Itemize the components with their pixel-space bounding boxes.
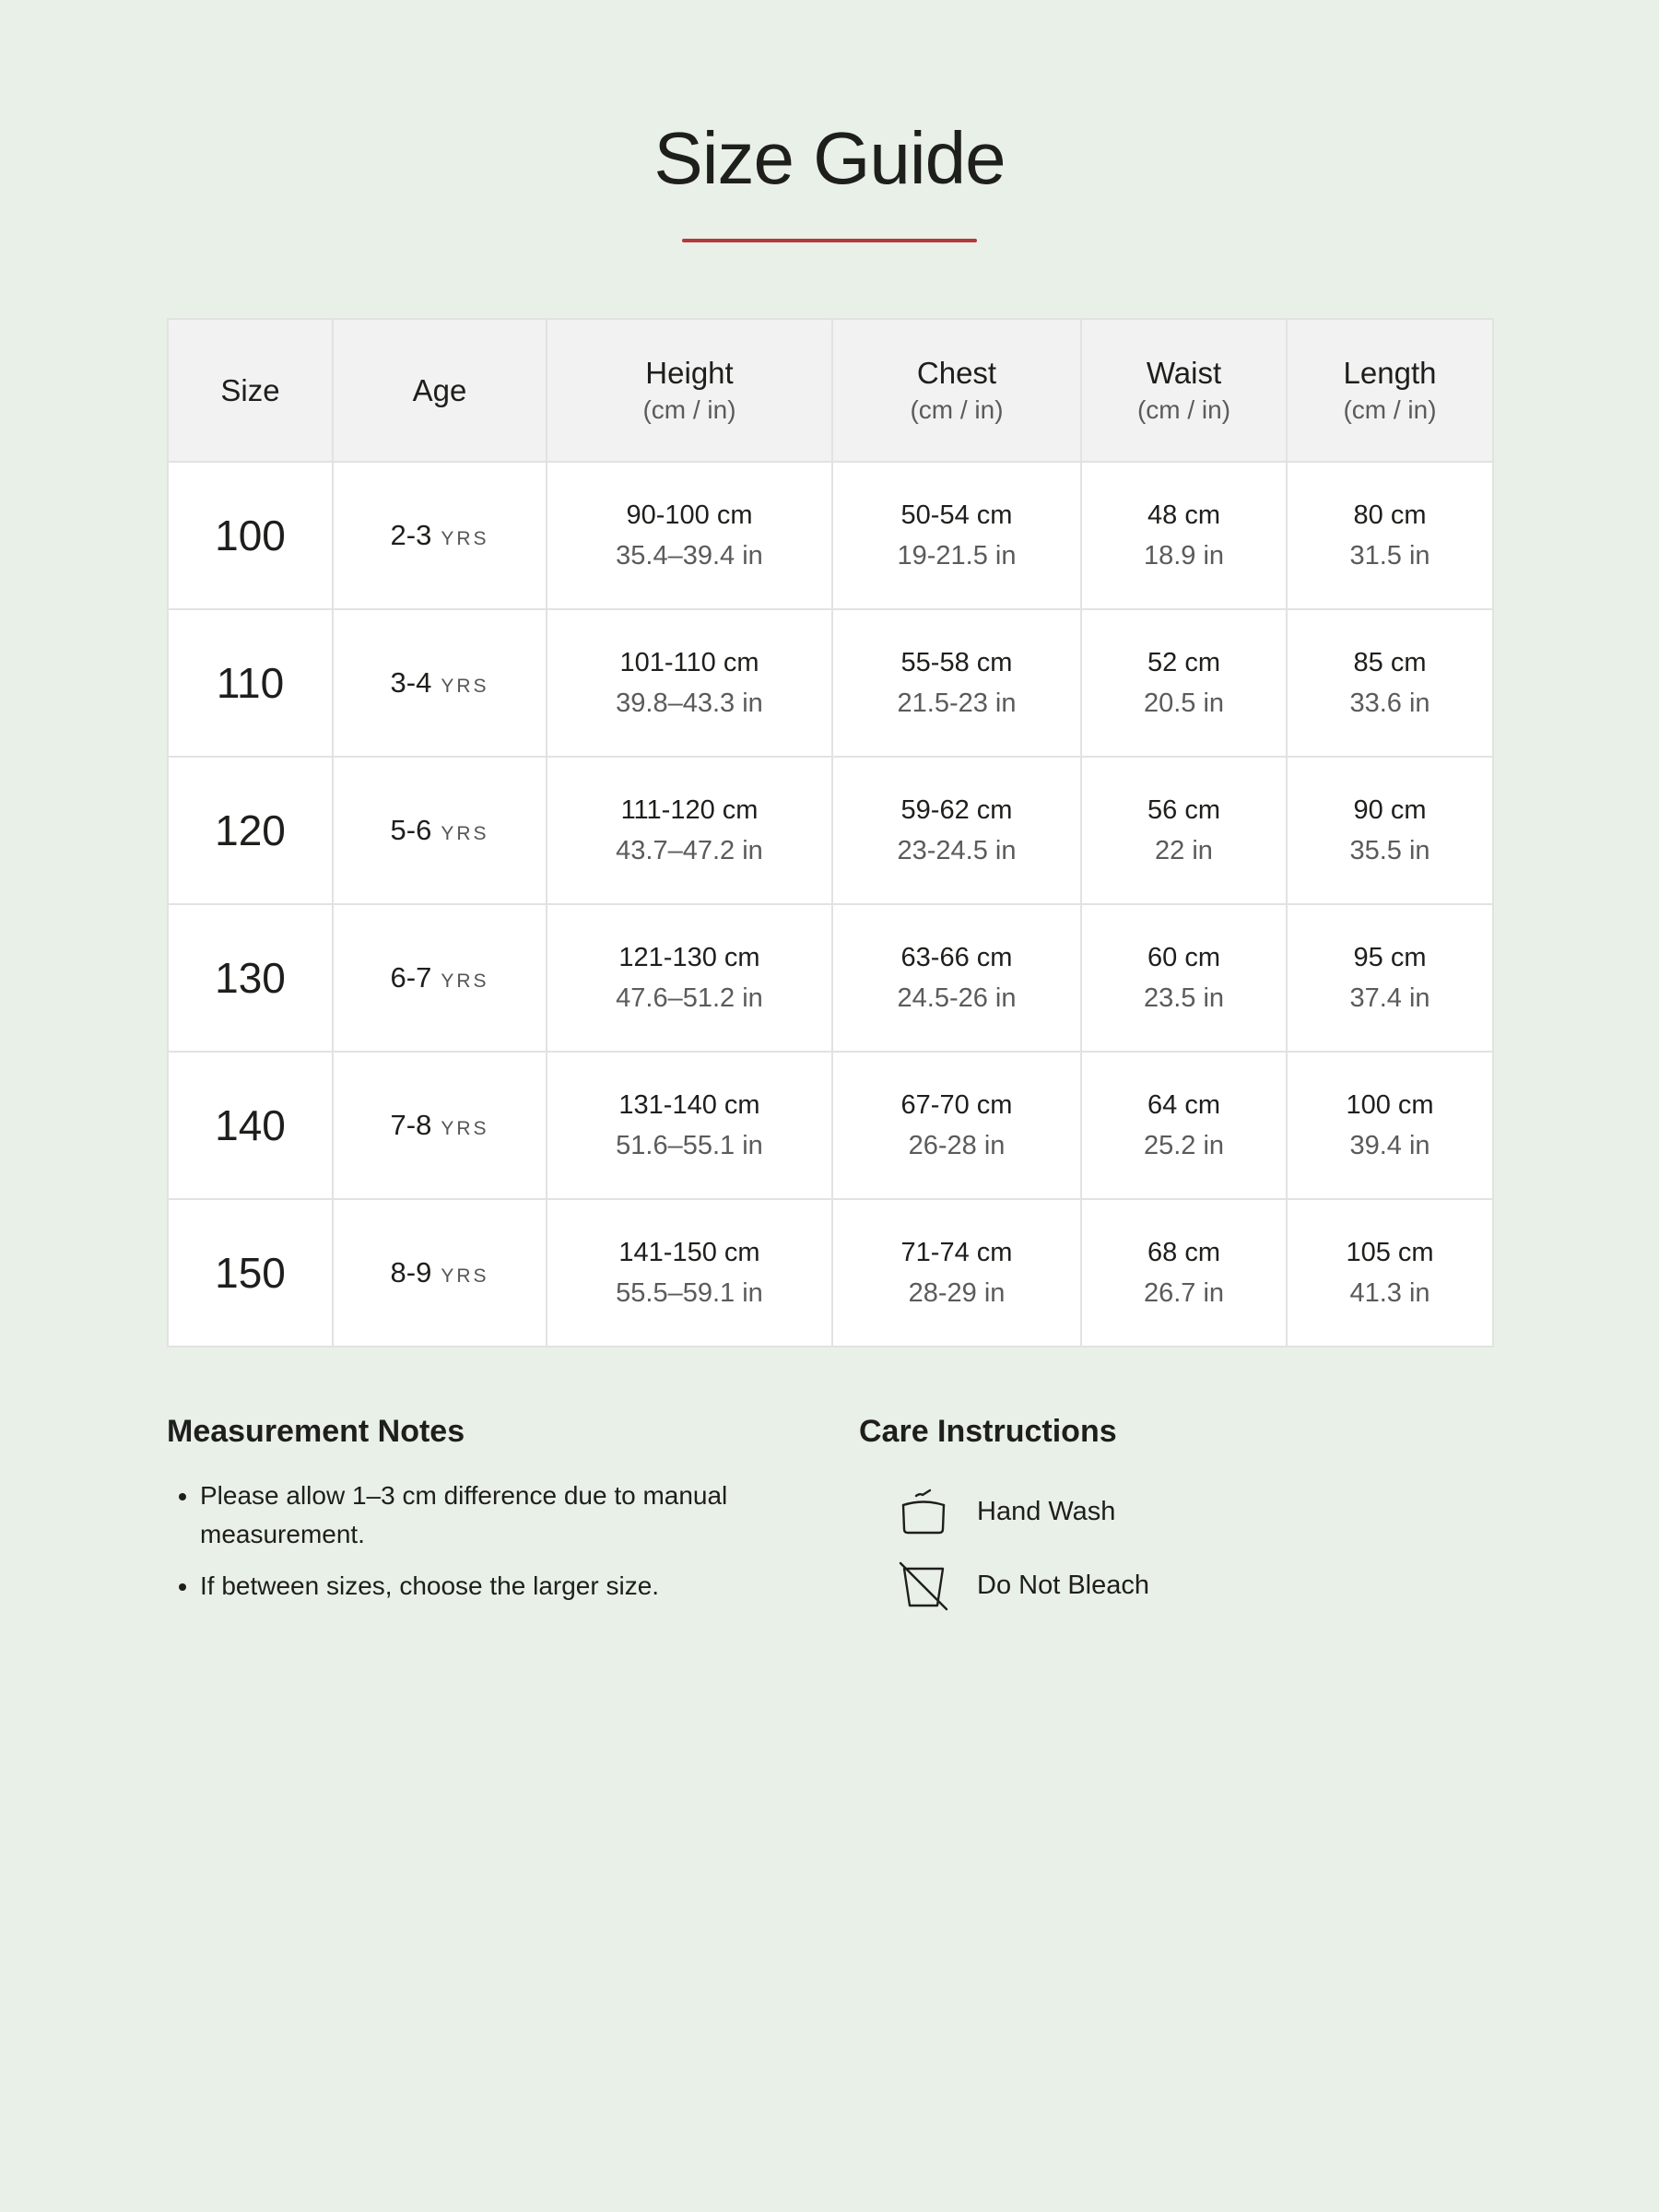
length-in: 35.5 in xyxy=(1349,836,1430,865)
table-row xyxy=(168,1199,1493,1347)
height-in: 51.6–55.1 in xyxy=(616,1131,763,1160)
height-cell xyxy=(547,462,832,609)
size-cell: 130 xyxy=(168,904,333,1052)
age-cell xyxy=(333,1052,547,1199)
chest-in: 24.5-26 in xyxy=(897,983,1017,1013)
waist-in: 20.5 in xyxy=(1143,688,1225,718)
care-label: Hand Wash xyxy=(977,1496,1116,1526)
table-row xyxy=(168,904,1493,1052)
chest-cm: 71-74 cm xyxy=(900,1238,1013,1267)
care-heading: Care Instructions xyxy=(859,1414,1117,1449)
age-unit: YRS xyxy=(441,1265,489,1287)
length-cell xyxy=(1287,1052,1493,1199)
age-cell xyxy=(333,904,547,1052)
waist-in: 26.7 in xyxy=(1143,1278,1225,1308)
table-body xyxy=(168,462,1493,1347)
size-cell: 100 xyxy=(168,462,333,609)
care-item-do-not-bleach xyxy=(859,1548,1430,1622)
height-cm: 141-150 cm xyxy=(618,1238,760,1267)
title-divider xyxy=(682,239,977,242)
chest-in: 21.5-23 in xyxy=(897,688,1017,718)
waist-cm: 52 cm xyxy=(1147,648,1220,677)
height-cm: 101-110 cm xyxy=(619,648,759,677)
do-not-bleach-icon xyxy=(898,1559,949,1611)
age-value: 7-8 xyxy=(390,1109,432,1141)
care-label: Do Not Bleach xyxy=(977,1570,1149,1600)
chest-cell xyxy=(832,757,1081,904)
length-cell xyxy=(1287,462,1493,609)
note-item: • If between sizes, choose the larger size. xyxy=(200,1567,771,1606)
table-row xyxy=(168,1052,1493,1199)
header-label: Size xyxy=(220,372,280,407)
length-cell xyxy=(1287,757,1493,904)
length-cell xyxy=(1287,904,1493,1052)
waist-cell xyxy=(1081,1052,1287,1199)
chest-cell xyxy=(832,609,1081,757)
age-value: 5-6 xyxy=(390,814,432,846)
hand-wash-icon xyxy=(898,1486,949,1537)
length-cm: 105 cm xyxy=(1346,1238,1434,1267)
header-unit: (cm / in) xyxy=(642,394,736,424)
header-age xyxy=(333,319,547,462)
care-item-hand-wash xyxy=(859,1475,1430,1548)
header-label: Waist xyxy=(1146,355,1222,390)
header-label: Age xyxy=(412,372,467,407)
measurement-notes xyxy=(167,1408,812,1618)
waist-cm: 56 cm xyxy=(1147,795,1220,825)
table-row xyxy=(168,609,1493,757)
waist-in: 23.5 in xyxy=(1143,983,1225,1013)
height-cm: 90-100 cm xyxy=(626,500,753,530)
header-waist xyxy=(1081,319,1287,462)
height-cell xyxy=(547,904,832,1052)
header-label: Length xyxy=(1343,355,1437,390)
size-cell: 150 xyxy=(168,1199,333,1347)
waist-cell xyxy=(1081,904,1287,1052)
chest-cm: 63-66 cm xyxy=(900,943,1013,972)
waist-cell xyxy=(1081,1199,1287,1347)
age-value: 6-7 xyxy=(390,961,432,994)
notes-list xyxy=(167,1477,812,1606)
length-in: 39.4 in xyxy=(1349,1131,1430,1160)
age-value: 8-9 xyxy=(390,1256,432,1288)
waist-cell xyxy=(1081,757,1287,904)
header-label: Chest xyxy=(916,355,997,390)
length-in: 41.3 in xyxy=(1349,1278,1430,1308)
chest-in: 19-21.5 in xyxy=(897,541,1017,571)
header-length xyxy=(1287,319,1493,462)
chest-in: 28-29 in xyxy=(908,1278,1006,1308)
care-instructions xyxy=(859,1408,1430,1622)
size-table xyxy=(167,318,1494,1347)
length-cm: 85 cm xyxy=(1353,648,1427,677)
header-unit: (cm / in) xyxy=(910,394,1004,424)
height-in: 43.7–47.2 in xyxy=(616,836,763,865)
height-cm: 121-130 cm xyxy=(618,943,760,972)
age-cell xyxy=(333,462,547,609)
length-cm: 100 cm xyxy=(1346,1090,1434,1120)
length-cell xyxy=(1287,1199,1493,1347)
waist-cm: 68 cm xyxy=(1147,1238,1220,1267)
age-unit: YRS xyxy=(441,823,489,844)
height-cm: 131-140 cm xyxy=(618,1090,760,1120)
length-cell xyxy=(1287,609,1493,757)
length-cm: 80 cm xyxy=(1353,500,1427,530)
header-chest xyxy=(832,319,1081,462)
age-value: 2-3 xyxy=(390,519,432,551)
age-unit: YRS xyxy=(441,528,489,549)
waist-in: 25.2 in xyxy=(1143,1131,1225,1160)
chest-in: 26-28 in xyxy=(908,1131,1006,1160)
age-unit: YRS xyxy=(441,971,489,992)
waist-cell xyxy=(1081,609,1287,757)
chest-cm: 59-62 cm xyxy=(900,795,1013,825)
header-unit: (cm / in) xyxy=(1136,394,1231,424)
chest-cm: 55-58 cm xyxy=(900,648,1013,677)
age-value: 3-4 xyxy=(390,666,432,699)
header-label: Height xyxy=(645,355,734,390)
page-title: Size Guide xyxy=(653,117,1006,199)
height-cm: 111-120 cm xyxy=(620,795,759,825)
size-cell: 120 xyxy=(168,757,333,904)
header-height xyxy=(547,319,832,462)
height-in: 35.4–39.4 in xyxy=(616,541,763,571)
length-in: 37.4 in xyxy=(1349,983,1430,1013)
age-cell xyxy=(333,1199,547,1347)
age-unit: YRS xyxy=(441,1118,489,1139)
size-cell: 110 xyxy=(168,609,333,757)
size-cell: 140 xyxy=(168,1052,333,1199)
height-cell xyxy=(547,1199,832,1347)
note-item: • Please allow 1–3 cm difference due to manual measurement. xyxy=(200,1477,771,1554)
chest-cm: 67-70 cm xyxy=(900,1090,1013,1120)
length-in: 33.6 in xyxy=(1349,688,1430,718)
table-row xyxy=(168,757,1493,904)
height-in: 47.6–51.2 in xyxy=(616,983,763,1013)
waist-cell xyxy=(1081,462,1287,609)
waist-in: 18.9 in xyxy=(1143,541,1225,571)
chest-cell xyxy=(832,462,1081,609)
age-cell xyxy=(333,609,547,757)
age-cell xyxy=(333,757,547,904)
height-in: 55.5–59.1 in xyxy=(616,1278,763,1308)
height-cell xyxy=(547,757,832,904)
chest-cell xyxy=(832,904,1081,1052)
chest-cell xyxy=(832,1199,1081,1347)
header-size xyxy=(168,319,333,462)
table-row xyxy=(168,462,1493,609)
chest-cell xyxy=(832,1052,1081,1199)
waist-cm: 64 cm xyxy=(1147,1090,1220,1120)
length-in: 31.5 in xyxy=(1349,541,1430,571)
height-in: 39.8–43.3 in xyxy=(616,688,763,718)
length-cm: 95 cm xyxy=(1353,943,1427,972)
notes-heading: Measurement Notes xyxy=(167,1414,465,1449)
waist-cm: 48 cm xyxy=(1147,500,1220,530)
header-row xyxy=(168,319,1493,462)
chest-in: 23-24.5 in xyxy=(897,836,1017,865)
header-unit: (cm / in) xyxy=(1343,394,1437,424)
height-cell xyxy=(547,609,832,757)
chest-cm: 50-54 cm xyxy=(900,500,1013,530)
table-header xyxy=(168,319,1493,462)
waist-in: 22 in xyxy=(1155,836,1213,865)
length-cm: 90 cm xyxy=(1353,795,1427,825)
waist-cm: 60 cm xyxy=(1147,943,1220,972)
age-unit: YRS xyxy=(441,676,489,697)
height-cell xyxy=(547,1052,832,1199)
